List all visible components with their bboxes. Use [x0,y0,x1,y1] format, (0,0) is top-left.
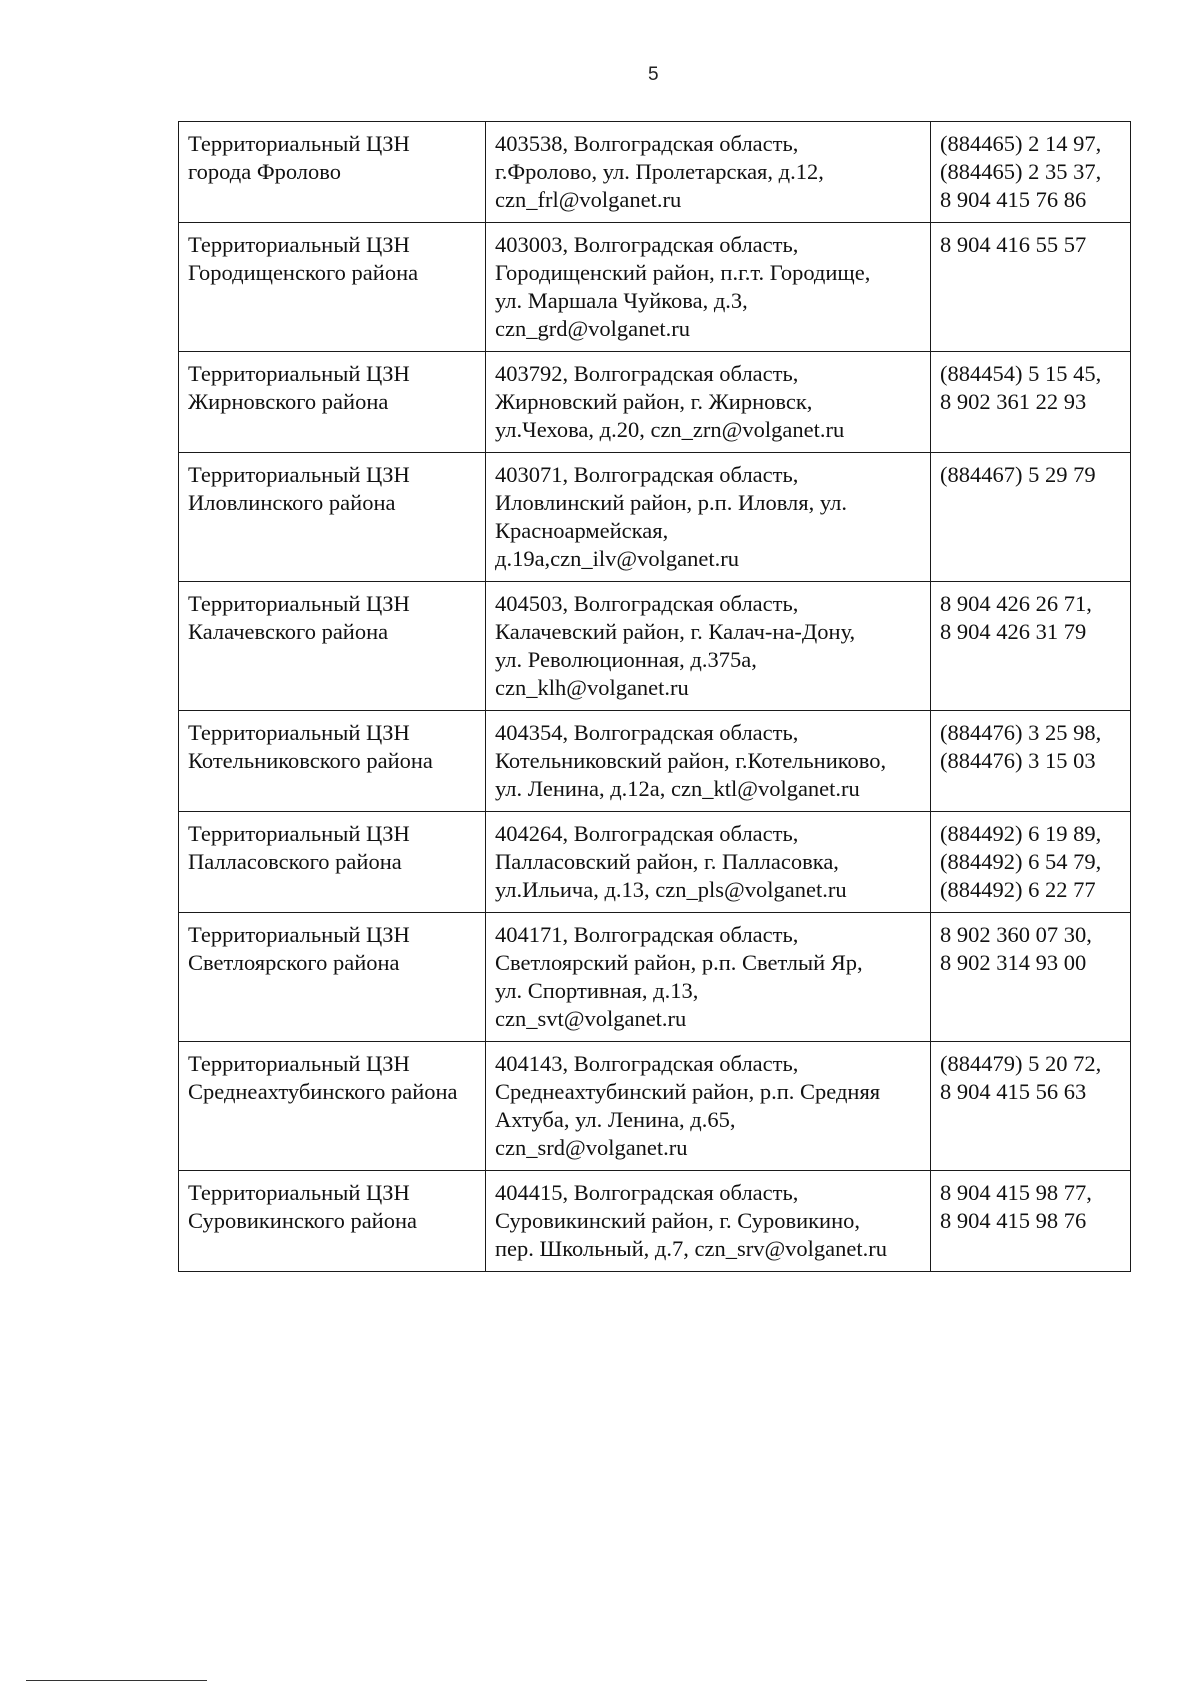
phones-cell [931,711,1131,812]
address-line: Городищенский район, п.г.т. Городище, [495,260,871,285]
org-name-cell [179,1042,486,1171]
org-name-cell [179,582,486,711]
org-name-line: Территориальный ЦЗН [188,232,410,257]
org-name-line: Калачевского района [188,619,389,644]
phones-cell [931,1042,1131,1171]
phones-line: 8 904 415 76 86 [940,187,1087,212]
phones-line: 8 904 426 31 79 [940,619,1087,644]
org-name-line: Территориальный ЦЗН [188,922,410,947]
address-line: 404143, Волгоградская область, [495,1051,799,1076]
address-line: Красноармейская, [495,518,669,543]
org-name-line: Территориальный ЦЗН [188,1051,410,1076]
address-line: 403071, Волгоградская область, [495,462,799,487]
phones-line: 8 904 426 26 71, [940,591,1092,616]
phones-line: (884454) 5 15 45, [940,361,1102,386]
phones-line: (884492) 6 19 89, [940,821,1102,846]
phones-line: (884479) 5 20 72, [940,1051,1102,1076]
org-name-line: Светлоярского района [188,950,400,975]
address-line: Среднеахтубинский район, р.п. Средняя [495,1079,881,1104]
phones-line: 8 902 361 22 93 [940,389,1087,414]
address-line: 404171, Волгоградская область, [495,922,799,947]
org-name-line: Территориальный ЦЗН [188,720,410,745]
address-line: ул. Ленина, д.12а, czn_ktl@volganet.ru [495,776,860,801]
address-line: 404503, Волгоградская область, [495,591,799,616]
address-line: 403003, Волгоградская область, [495,232,799,257]
org-name-line: Территориальный ЦЗН [188,462,410,487]
table-row [179,1042,1131,1171]
phones-cell [931,582,1131,711]
phones-cell [931,122,1131,223]
phones-line: 8 902 314 93 00 [940,950,1087,975]
org-name-line: Палласовского района [188,849,402,874]
table-row [179,122,1131,223]
phones-line: (884492) 6 54 79, [940,849,1102,874]
org-name-line: Городищенского района [188,260,419,285]
phones-line: (884467) 5 29 79 [940,462,1096,487]
org-name-line: Территориальный ЦЗН [188,591,410,616]
address-line: Ахтуба, ул. Ленина, д.65, [495,1107,736,1132]
address-cell [486,1171,931,1272]
org-name-line: Котельниковского района [188,748,433,773]
table-row [179,223,1131,352]
phones-cell [931,913,1131,1042]
address-cell [486,1042,931,1171]
address-line: Суровикинский район, г. Суровикино, [495,1208,861,1233]
phones-line: (884476) 3 15 03 [940,748,1096,773]
org-name-cell [179,122,486,223]
address-line: Котельниковский район, г.Котельниково, [495,748,887,773]
org-name-line: Территориальный ЦЗН [188,1180,410,1205]
phones-line: (884492) 6 22 77 [940,877,1096,902]
phones-line: 8 904 415 56 63 [940,1079,1087,1104]
address-line: Светлоярский район, р.п. Светлый Яр, [495,950,863,975]
address-cell [486,582,931,711]
address-line: д.19а,czn_ilv@volganet.ru [495,546,739,571]
address-cell [486,453,931,582]
org-name-line: Среднеахтубинского района [188,1079,458,1104]
org-name-line: Территориальный ЦЗН [188,821,410,846]
org-name-line: Суровикинского района [188,1208,417,1233]
table-row [179,913,1131,1042]
address-line: Иловлинский район, р.п. Иловля, ул. [495,490,847,515]
phones-line: (884476) 3 25 98, [940,720,1102,745]
org-name-cell [179,711,486,812]
phones-cell [931,1171,1131,1272]
czn-contacts-table [178,121,1131,1272]
footnote-divider [26,1680,207,1681]
address-line: ул. Маршала Чуйкова, д.3, [495,288,748,313]
table-row [179,1171,1131,1272]
address-line: Жирновский район, г. Жирновск, [495,389,813,414]
address-line: czn_grd@volganet.ru [495,316,691,341]
org-name-line: Территориальный ЦЗН [188,361,410,386]
table-row [179,453,1131,582]
phones-line: (884465) 2 14 97, [940,131,1102,156]
phones-cell [931,352,1131,453]
phones-line: (884465) 2 35 37, [940,159,1102,184]
address-line: Палласовский район, г. Палласовка, [495,849,839,874]
address-line: пер. Школьный, д.7, czn_srv@volganet.ru [495,1236,888,1261]
address-line: czn_svt@volganet.ru [495,1006,687,1031]
address-line: ул. Революционная, д.375а, [495,647,757,672]
address-line: ул.Ильича, д.13, czn_pls@volganet.ru [495,877,847,902]
org-name-line: города Фролово [188,159,342,184]
address-cell [486,352,931,453]
address-line: Калачевский район, г. Калач-на-Дону, [495,619,856,644]
table-row [179,812,1131,913]
address-line: czn_klh@volganet.ru [495,675,689,700]
address-line: ул. Спортивная, д.13, [495,978,699,1003]
phones-line: 8 904 416 55 57 [940,232,1087,257]
address-cell [486,122,931,223]
org-name-cell [179,453,486,582]
org-name-line: Жирновского района [188,389,389,414]
org-name-cell [179,812,486,913]
address-line: czn_frl@volganet.ru [495,187,682,212]
address-cell [486,711,931,812]
org-name-line: Территориальный ЦЗН [188,131,410,156]
org-name-cell [179,352,486,453]
table-body [179,122,1131,1272]
org-name-cell [179,223,486,352]
address-cell [486,913,931,1042]
address-line: 404354, Волгоградская область, [495,720,799,745]
address-line: 404415, Волгоградская область, [495,1180,799,1205]
phones-cell [931,453,1131,582]
phones-line: 8 902 360 07 30, [940,922,1092,947]
page-number: 5 [648,64,659,85]
org-name-line: Иловлинского района [188,490,396,515]
table-row [179,352,1131,453]
address-line: czn_srd@volganet.ru [495,1135,688,1160]
address-line: 403538, Волгоградская область, [495,131,799,156]
address-cell [486,812,931,913]
address-line: г.Фролово, ул. Пролетарская, д.12, [495,159,824,184]
table-row [179,582,1131,711]
org-name-cell [179,1171,486,1272]
table-row [179,711,1131,812]
phones-cell [931,223,1131,352]
phones-line: 8 904 415 98 77, [940,1180,1092,1205]
address-line: ул.Чехова, д.20, czn_zrn@volganet.ru [495,417,845,442]
phones-cell [931,812,1131,913]
address-line: 403792, Волгоградская область, [495,361,799,386]
phones-line: 8 904 415 98 76 [940,1208,1087,1233]
address-line: 404264, Волгоградская область, [495,821,799,846]
address-cell [486,223,931,352]
org-name-cell [179,913,486,1042]
